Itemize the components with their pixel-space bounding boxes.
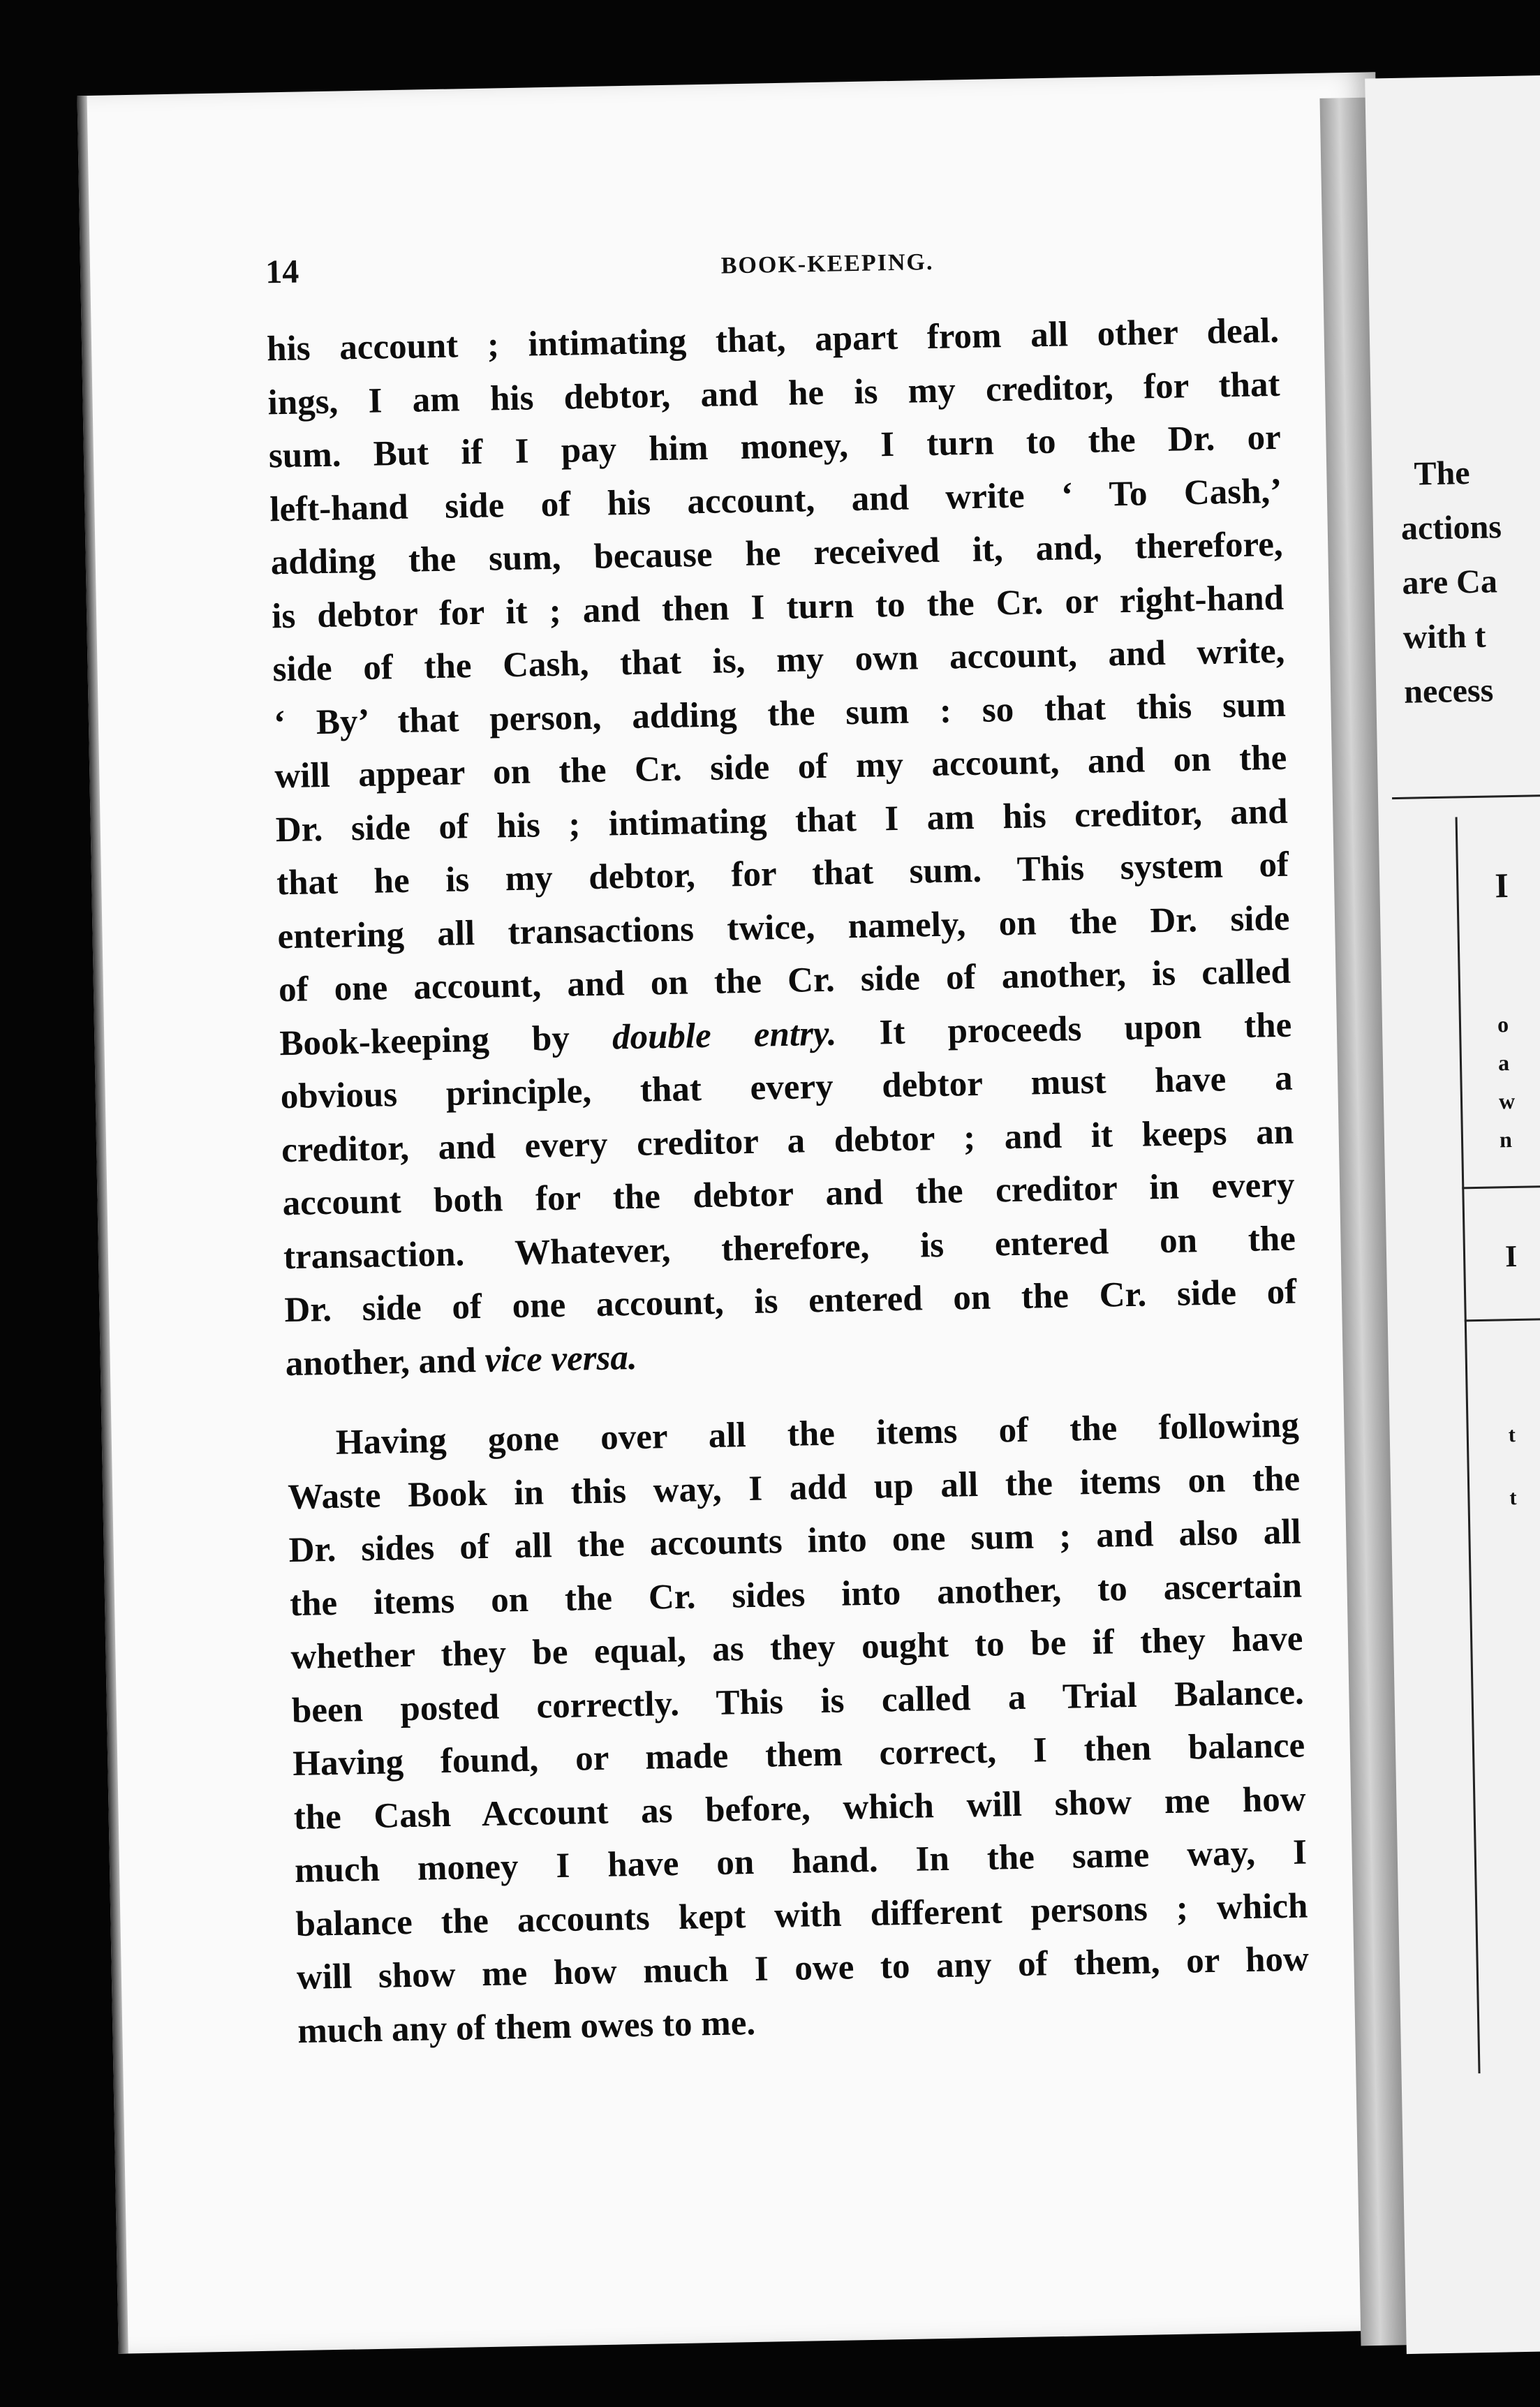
page-header: [265, 232, 1389, 291]
text-line: the Cash Account as before, which will show me how: [293, 1779, 1307, 1837]
table-rule: [1462, 1185, 1540, 1190]
text-line: that he is my debtor, for that sum. This system of: [276, 845, 1289, 903]
text-line: will appear on the Cr. side of my account, and on the: [274, 738, 1287, 797]
table-text: n: [1499, 1127, 1513, 1153]
text-line: Dr. side of one account, is entered on the Cr. side of: [283, 1272, 1297, 1331]
right-page-line: actions: [1400, 508, 1502, 547]
page-number: 14: [265, 253, 299, 291]
text-line: much any of them owes to me.: [297, 2003, 756, 2051]
right-page-line: necess: [1403, 672, 1494, 711]
table-text: w: [1498, 1088, 1516, 1114]
italic-term: double entry.: [612, 1014, 837, 1057]
text-line: creditor, and every creditor a debtor ; and it keeps an: [281, 1112, 1294, 1170]
text-line: balance the accounts kept with different persons ; which: [295, 1886, 1308, 1944]
table-text: a: [1497, 1050, 1510, 1076]
text-line: entering all transactions twice, namely, on the Dr. side: [277, 898, 1290, 956]
table-text: I: [1504, 1238, 1518, 1274]
right-page-line: The: [1414, 454, 1471, 493]
text-line: ings, I am his debtor, and he is my creditor, for that: [267, 364, 1280, 422]
text-line: adding the sum, because he received it, and, therefore,: [270, 524, 1284, 583]
text-line: Having gone over all the items of the following: [335, 1405, 1300, 1462]
text-line: left-hand side of his account, and write ‘ To Cash,’: [269, 471, 1282, 529]
text-run: another, and: [285, 1340, 486, 1384]
text-line: much money I have on hand. In the same way, I: [294, 1832, 1308, 1891]
table-rule: [1456, 817, 1481, 2073]
text-line: account both for the debtor and the creditor in every: [282, 1165, 1295, 1224]
page-body: [267, 304, 1310, 2058]
text-line: side of the Cash, that is, my own account, and write,: [272, 631, 1285, 690]
left-page: [77, 72, 1417, 2354]
table-text: o: [1497, 1012, 1509, 1037]
paragraph-2: [286, 1399, 1310, 2058]
text-line: Waste Book in this way, I add up all the items on the: [287, 1459, 1301, 1517]
text-run: Book-keeping by: [279, 1017, 613, 1063]
text-line: whether they be equal, as they ought to be if they have: [290, 1619, 1303, 1678]
text-line: of one account, and on the Cr. side of another, is called: [278, 951, 1291, 1010]
text-line: the items on the Cr. sides into another, to ascertain: [289, 1566, 1303, 1624]
table-text: I: [1494, 866, 1509, 905]
text-line: his account ; intimating that, apart from all other deal.: [266, 311, 1280, 369]
text-run: It proceeds upon the: [836, 1005, 1292, 1053]
text-line: is debtor for it ; and then I turn to the Cr. or right-hand: [271, 578, 1284, 636]
text-line: transaction. Whatever, therefore, is entered on the: [283, 1219, 1296, 1277]
text-line: will show me how much I owe to any of them, or how: [296, 1939, 1310, 1997]
table-text: t: [1508, 1423, 1516, 1447]
text-line: Dr. side of his ; intimating that I am his creditor, and: [275, 792, 1289, 850]
text-line: obvious principle, that every debtor must have a: [280, 1058, 1294, 1117]
table-rule: [1392, 794, 1540, 799]
table-text: t: [1509, 1486, 1517, 1510]
italic-term: vice versa.: [484, 1338, 638, 1380]
right-page-line: are Ca: [1401, 563, 1498, 602]
table-rule: [1465, 1318, 1540, 1322]
text-line: ‘ By’ that person, adding the sum : so that this sum: [273, 685, 1287, 743]
right-page-line: with t: [1402, 617, 1486, 656]
text-line: Dr. sides of all the accounts into one sum ; and also all: [288, 1512, 1302, 1571]
text-line: sum. But if I pay him money, I turn to the Dr. or: [268, 417, 1282, 476]
paragraph-1: [267, 304, 1298, 1391]
running-title: BOOK-KEEPING.: [720, 249, 934, 279]
text-line: Having found, or made them correct, I then balance: [292, 1726, 1305, 1784]
text-line: been posted correctly. This is called a Trial Balance.: [291, 1673, 1305, 1731]
